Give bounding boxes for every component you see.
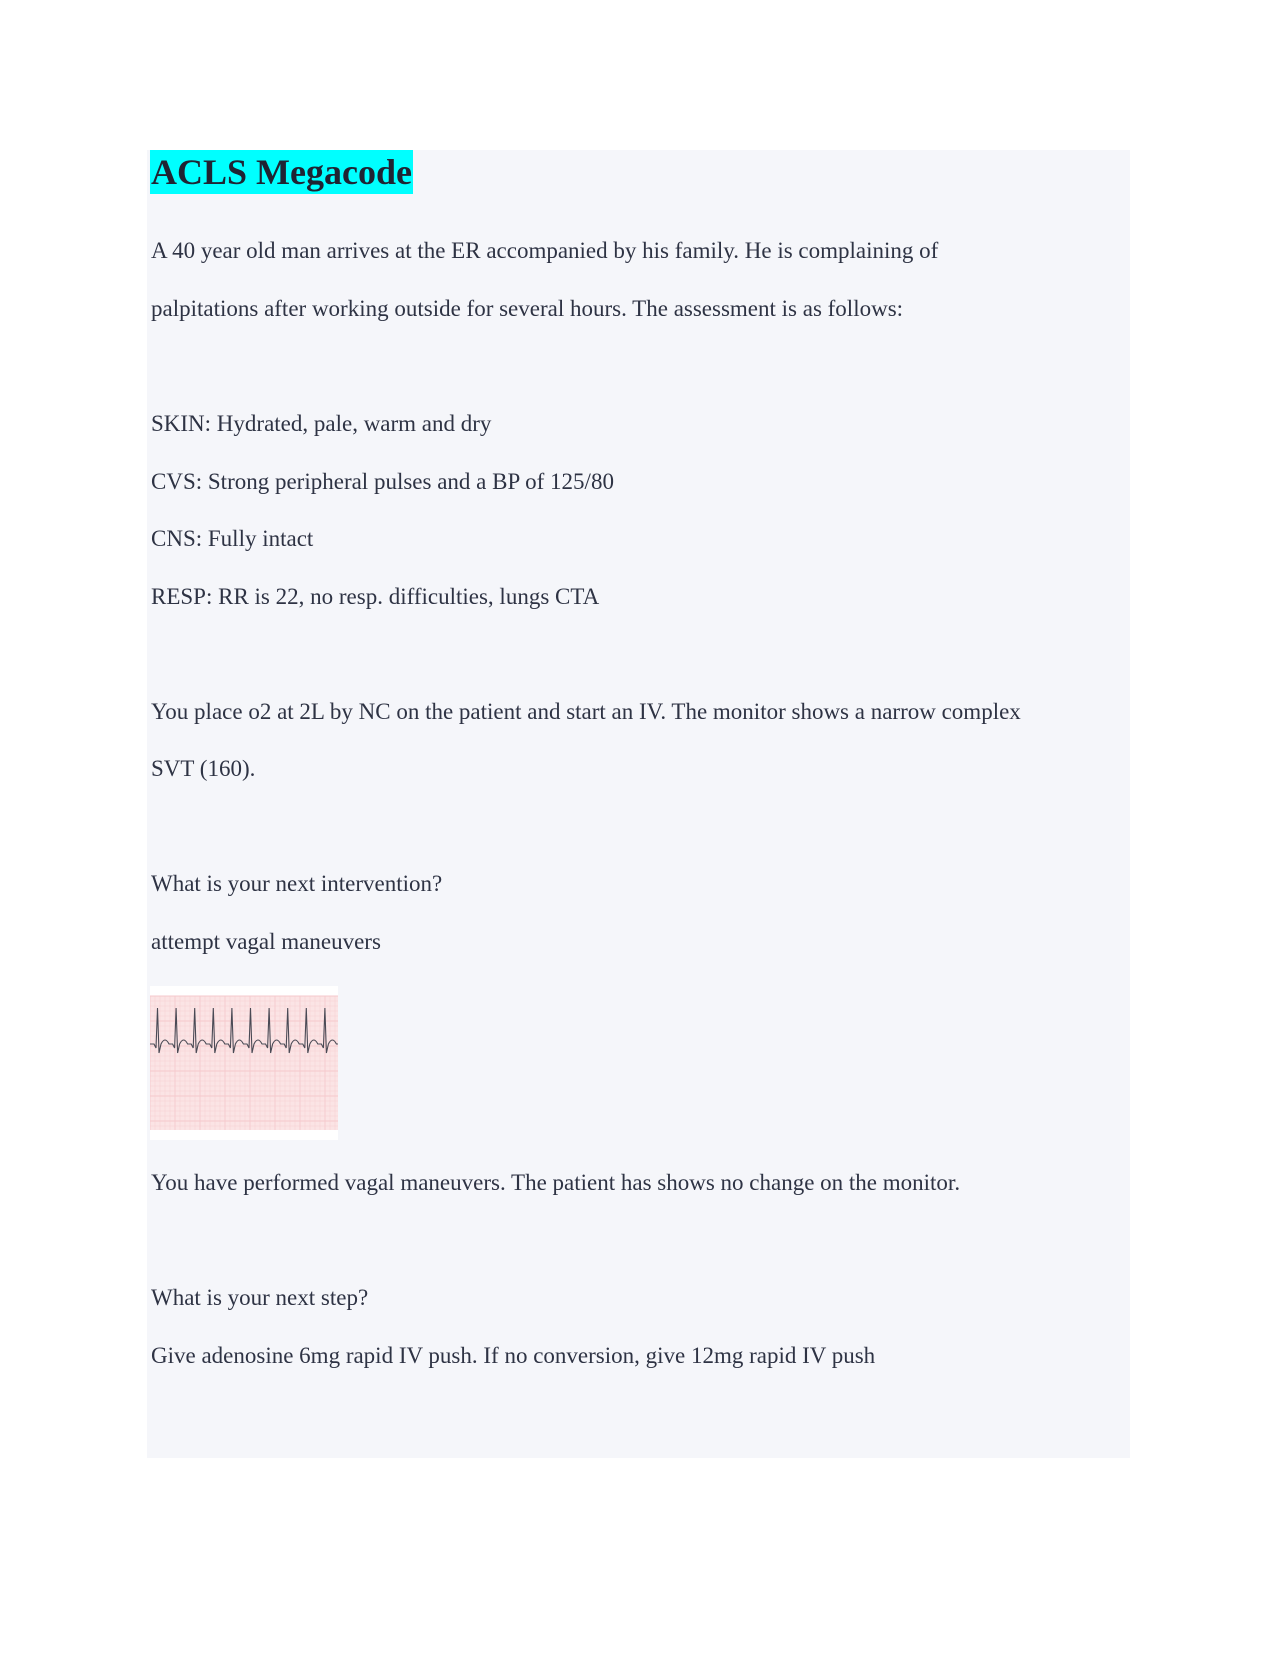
assessment-cns: CNS: Fully intact <box>151 526 314 551</box>
vagal-result-text: You have performed vagal maneuvers. The patient has shows no change on the monitor. <box>151 1170 961 1195</box>
answer-vagal-maneuvers: attempt vagal maneuvers <box>151 929 381 954</box>
intro-line-2: palpitations after working outside for several hours. The assessment is as follows: <box>151 296 904 321</box>
assessment-resp: RESP: RR is 22, no resp. difficulties, lungs CTA <box>151 584 600 609</box>
document-page <box>147 150 1130 1458</box>
question-next-intervention: What is your next intervention? <box>151 871 443 896</box>
document-title: ACLS Megacode <box>151 152 412 192</box>
question-next-step: What is your next step? <box>151 1285 369 1310</box>
monitor-line-2: SVT (160). <box>151 756 256 781</box>
ecg-icon <box>150 986 338 1140</box>
assessment-skin: SKIN: Hydrated, pale, warm and dry <box>151 411 492 436</box>
ecg-rhythm-strip-image <box>150 986 338 1140</box>
answer-adenosine: Give adenosine 6mg rapid IV push. If no conversion, give 12mg rapid IV push <box>151 1343 876 1368</box>
assessment-cvs: CVS: Strong peripheral pulses and a BP of 125/80 <box>151 469 614 494</box>
intro-line-1: A 40 year old man arrives at the ER accompanied by his family. He is complaining of <box>151 238 939 263</box>
monitor-line-1: You place o2 at 2L by NC on the patient and start an IV. The monitor shows a narrow complex <box>151 699 1021 724</box>
